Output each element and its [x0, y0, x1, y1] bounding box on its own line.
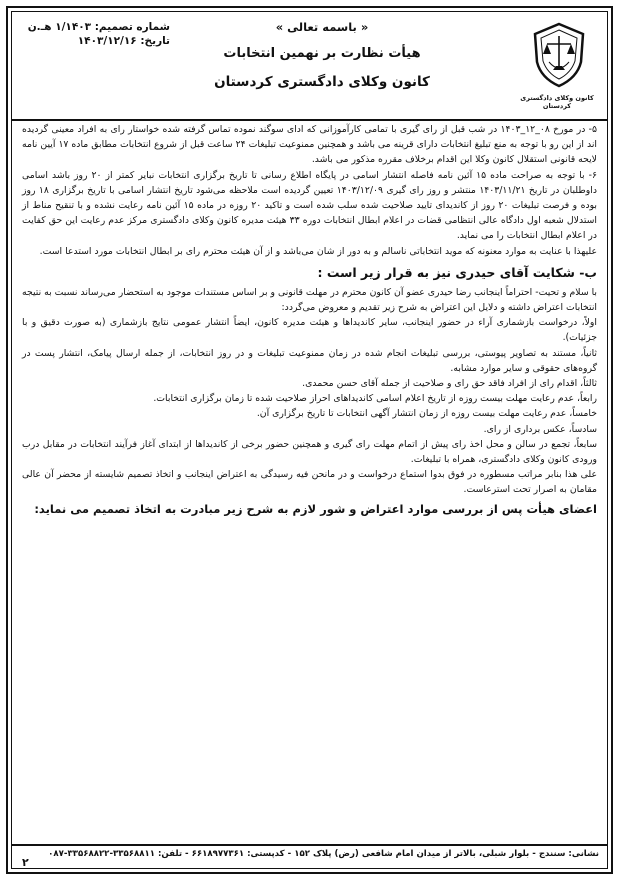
- complaint-item-2: ثانیاً، مستند به تصاویر پیوستی، بررسی تبلیغات انجام شده در زمان ممنوعیت تبلیغات و در روز انتخابات، از جمله ارسال پیامک، انتشار پست در گروه‌های حقوقی و سایر موارد مشابه.: [22, 347, 597, 374]
- page-inner-border: [11, 11, 608, 869]
- decision-number: شماره تصمیم: ۱/۱۴۰۳ هـ.ن: [27, 21, 170, 33]
- complaint-item-3: ثالثاً، اقدام رای از افراد فاقد حق رای و صلاحیت از جمله آقای حسن محمدی.: [302, 378, 597, 390]
- paragraph-conclusion: علیهذا با عنایت به موارد معنونه که موید انتخاباتی ناسالم و به دور از شان می‌باشد و از آن هیئت محترم رای بر ابطال انتخابات مورد استدعا است.: [39, 245, 597, 257]
- footer: [12, 844, 607, 868]
- section-b-heading: ب- شکایت آقای حیدری نیز به قرار زیر است :: [317, 264, 597, 280]
- complaint-item-5: خامساً، عدم رعایت مهلت بیست روزه از زمان انتشار آگهی انتخابات تا تاریخ برگزاری آن.: [256, 408, 597, 420]
- letterhead: [12, 12, 607, 121]
- page-number: ۲: [22, 856, 29, 869]
- complaint-intro: با سلام و تحیت- احتراماً اینجانب رضا حیدری عضو آن کانون محترم در مهلت قانونی و بر اساس مستندات موجود به استحضار می‌رساند نسبت به نتیجه انتخابات اعتراض داشته و دلایل این اعتراض به شرح زیر تقدیم و معروض می‌گردد:: [22, 286, 597, 314]
- complaint-item-1: اولاً، درخواست بازشماری آراء در حضور اینجانب، سایر کاندیداها و هیئت مدیره کانون، ایضاً انتشار عمومی نتایج بازشماری (به صورت دقیق و با جزئیات).: [22, 317, 597, 344]
- complaint-request: علی هذا بنابر مراتب مسطوره در فوق بدوا استماع درخواست و در مانحن فیه رسیدگی به اعتراض اینجانب و اتخاذ تصمیم شایسته از محضر آن عالی مقامان به اصرار تحت استرعاست.: [22, 469, 597, 496]
- paragraph-6: ۶- با توجه به صراحت ماده ۱۵ آئین نامه فاصله انتشار اسامی در پایگاه اطلاع رسانی تا تاریخ برگزاری انتخابات نبایر کمتر از ۲۰ روز باشد اسامی داوطلبان در تاریخ ۱۴۰۳/۱۱/۲۱ منتشر و روز رای گیری ۱۴۰۳/۱۲/۰۹ تعیین گردیده است ملاحظه می‌شود تاریخ انتشار اسامی با تاریخ برگزاری ۱۸ روز بوده و فرصت تبلیغات ۲۰ روز از کاندیدای تایید صلاحیت شده سلب شده است و تاکید ۲۰ روزه در ماده ۱۵ آئین نامه رعایت نشده و با تنقیح مناط از استدلال شعبه اول دادگاه عالی انتظامی قضات در اعلام ابطال انتخابات دوره ۳۳ هیئت مدیره کانون وکلای دادگستری مرکز عدم رعایت این حق کفایت در اعلام ابطال انتخابات را می نماید.: [22, 169, 598, 242]
- bar-association-logo-icon: [531, 22, 587, 88]
- paragraph-5: ۵- در مورخ ۰۸_۱۲_۱۴۰۳ در شب قبل از رای گیری با تمامی کارآموزانی که ادای سوگند نموده تماس گرفته شده خواستار رای به افراد معینی گردیده اند از این رو با توجه به منع تبلیغ انتخابات دارای قرینه می باشد و همچنین ممنوعیت تبلیغات ۲۴ ساعت قبل از شروع انتخابات مطابق ماده ۱۷ آیین نامه لایحه قانونی استقلال کانون وکلا این اقدام برخلاف مقرره مذکور می باشد.: [22, 124, 597, 166]
- organization-title: کانون وکلای دادگستری کردستان: [214, 74, 430, 90]
- complaint-item-4: رابعاً، عدم رعایت مهلت بیست روزه از تاریخ اعلام اسامی کاندیداهای احراز صلاحیت شده تا زمان برگزاری انتخابات.: [153, 393, 597, 405]
- document-page: [6, 6, 613, 874]
- complaint-item-6: سادساً، عکس برداری از رای.: [483, 423, 597, 435]
- document-body: [22, 122, 597, 517]
- board-decision-heading: اعضای هیأت پس از بررسی موارد اعتراض و شور لازم به شرح زیر مبادرت به اتخاذ تصمیم می نماید:: [34, 501, 597, 516]
- complaint-item-7: سابعاً، تجمع در سالن و محل اخذ رای پیش از اتمام مهلت رای گیری و همچنین حضور برخی از کاندیداها از ابتدای آغاز فرآیند انتخابات در مقابل درب ورودی کانون وکلای دادگستری، همراه با تبلیغات.: [22, 438, 597, 466]
- logo-caption: کانون وکلای دادگستری کردستان: [520, 94, 594, 110]
- invocation-heading: « باسمه تعالی »: [275, 20, 369, 34]
- footer-address: نشانی: سنندج - بلوار شبلی، بالاتر از میدان امام شافعی (رض) پلاک ۱۵۲ - کدپستی: ۶۶۱۸۹۷۷۳۶۱ - تلفن: ۳۳۵۶۸۸۱۱-۳۳۵۶۸۸۲۲-۰۸۷: [48, 849, 599, 859]
- board-title: هیأت نظارت بر نهمین انتخابات: [223, 46, 421, 61]
- date-line: تاریخ: ۱۴۰۳/۱۲/۱۶: [77, 35, 170, 47]
